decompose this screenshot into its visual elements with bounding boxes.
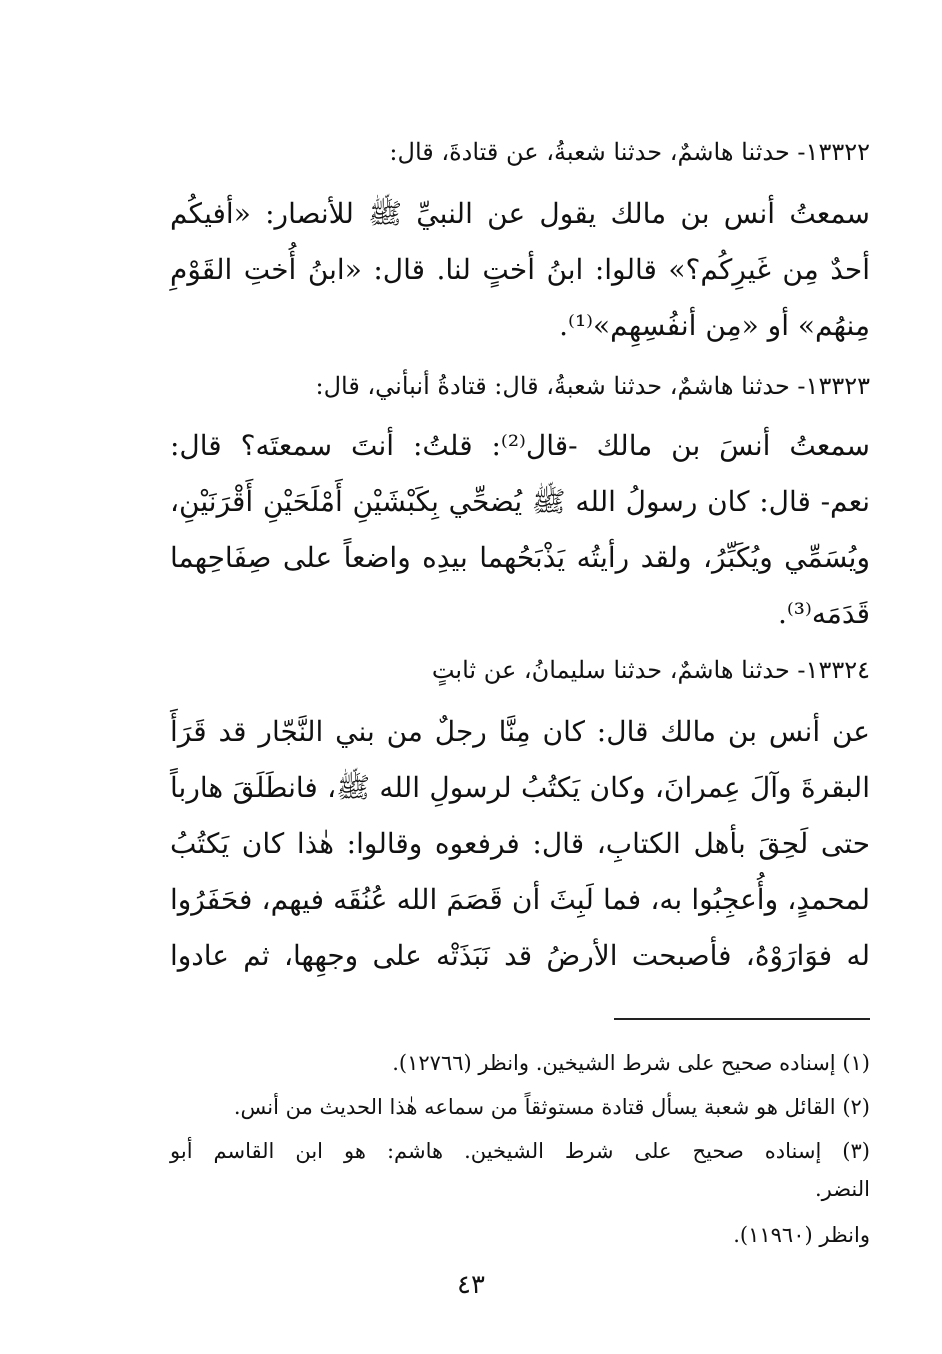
text-line: أحدٌ مِن غَيرِكُم؟» قالوا: ابنُ أختٍ لنا. قال: «ابنُ أُختِ القَوْمِ (170, 253, 870, 286)
text-line: سمعتُ أنسَ بن مالك -قال⁽²⁾: قلتُ: أنتَ سمعتَه؟ قال: (170, 429, 871, 462)
text-line: قَدَمَه⁽³⁾. (778, 597, 870, 630)
text-line: لمحمدٍ، وأُعجِبُوا به، فما لَبِثَ أن قَصَمَ الله عُنُقَه فيهم، فحَفَرُوا (170, 883, 870, 916)
text-line: البقرةَ وآلَ عِمرانَ، وكان يَكتُبُ لرسولِ الله ﷺ، فانطَلَقَ هارباً (170, 771, 870, 804)
text-line: نعم- قال: كان رسولُ الله ﷺ يُضحِّي بِكَبْشَيْنِ أَمْلَحَيْنِ أَقْرَنَيْنِ، (170, 485, 870, 518)
hadith-13323-text (170, 418, 870, 642)
hadith-13324-heading: ١٣٣٢٤- حدثنا هاشمٌ، حدثنا سليمانُ، عن ثابتٍ (431, 656, 870, 684)
text-line: له فوَارَوْهُ، فأصبحت الأرضُ قد نَبَذَتْه على وجهِها، ثم عادوا (170, 939, 870, 972)
text-line: سمعتُ أنس بن مالك يقول عن النبيِّ ﷺ للأنصار: «أفيكُم (170, 197, 870, 230)
footnote-2: (٢) القائل هو شعبة يسأل قتادة مستوثقاً من سماعه هٰذا الحديث من أنس. (233, 1095, 870, 1119)
footnote-line: النضر. (814, 1177, 870, 1201)
footnote-1: (١) إسناده صحيح على شرط الشيخين. وانظر (١٢٧٦٦). (392, 1051, 870, 1075)
hadith-13322-text (170, 186, 870, 354)
page-number: ٤٣ (457, 1270, 485, 1300)
footnote-3-reference: وانظر (١١٩٦٠). (733, 1223, 870, 1247)
text-line: حتى لَحِقَ بأهل الكتابِ، قال: فرفعوه وقالوا: هٰذا كان يَكتُبُ (170, 827, 870, 860)
footnote-divider (614, 1018, 870, 1020)
hadith-13322-heading: ١٣٣٢٢- حدثنا هاشمٌ، حدثنا شعبةُ، عن قتادةَ، قال: (389, 138, 870, 166)
footnote-line: (٣) إسناده صحيح على شرط الشيخين. هاشم: هو ابن القاسم أبو (170, 1139, 870, 1163)
footnote-3 (170, 1132, 870, 1208)
hadith-13323-heading: ١٣٣٢٣- حدثنا هاشمٌ، حدثنا شعبةُ، قال: قتادةُ أنبأني، قال: (315, 372, 870, 400)
hadith-13324-text (170, 704, 870, 984)
text-line: عن أنس بن مالك قال: كان مِنَّا رجلٌ من بني النَّجّار قد قَرَأَ (170, 715, 870, 748)
text-line: ويُسَمِّي ويُكَبِّرُ، ولقد رأيتُه يَذْبَحُهما بيدِه واضعاً على صِفَاحِهما (170, 541, 870, 574)
text-line: مِنهُم» أو «مِن أنفُسِهِم»⁽¹⁾. (559, 309, 870, 342)
